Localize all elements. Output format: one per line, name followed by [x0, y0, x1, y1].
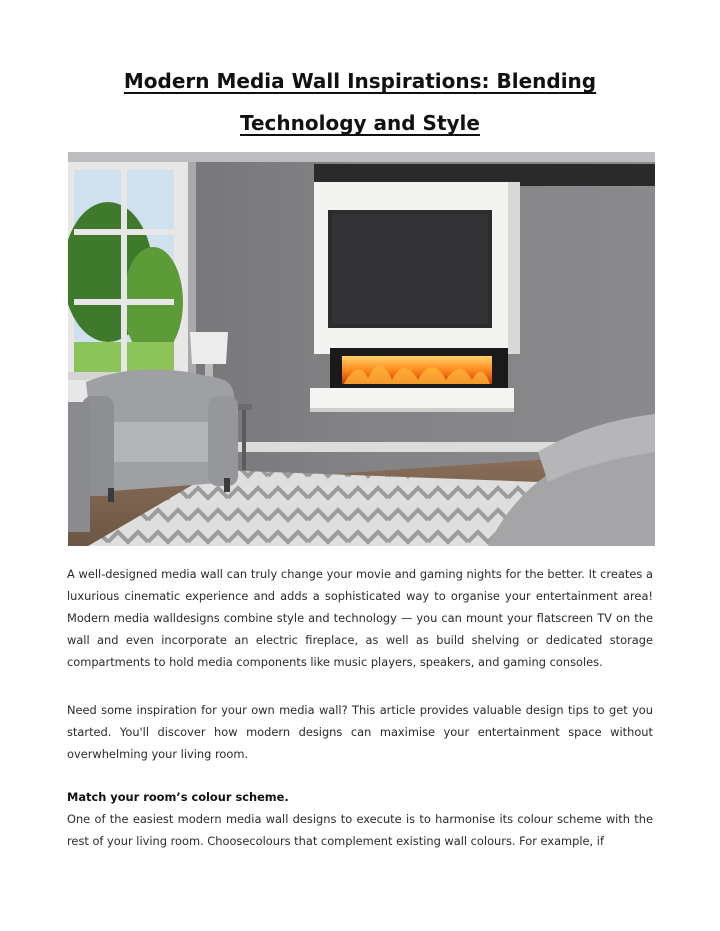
inspiration-paragraph: Need some inspiration for your own media wall? This article provides valuable design tips to get you started. You'll discover how modern designs can maximise your entertainment space without overwhelming your living room. — [67, 703, 653, 761]
hero-image — [68, 152, 655, 546]
media-wall-illustration — [68, 152, 655, 546]
section-heading: Match your room’s colour scheme. — [67, 790, 289, 804]
page-title — [60, 60, 660, 144]
title-line-1: Modern Media Wall Inspirations: Blending — [123, 69, 597, 93]
intro-paragraph: A well-designed media wall can truly change your movie and gaming nights for the better. It creates a luxurious cinematic experience and adds a sophisticated way to organise your entertainment area! Modern media walldesigns combine style and technology — you can mount your flatscreen TV on the wall and even incorporate an electric fireplace, as well as build shelving or dedicated storage compartments to hold media components like music players, speakers, and gaming consoles. — [67, 567, 653, 669]
colour-scheme-paragraph: One of the easiest modern media wall designs to execute is to harmonise its colour scheme with the rest of your living room. Choosecolours that complement existing wall colours. For example, if — [67, 812, 653, 848]
title-line-2: Technology and Style — [240, 111, 480, 135]
armchair — [82, 370, 238, 502]
fireplace-shelf — [310, 388, 514, 410]
